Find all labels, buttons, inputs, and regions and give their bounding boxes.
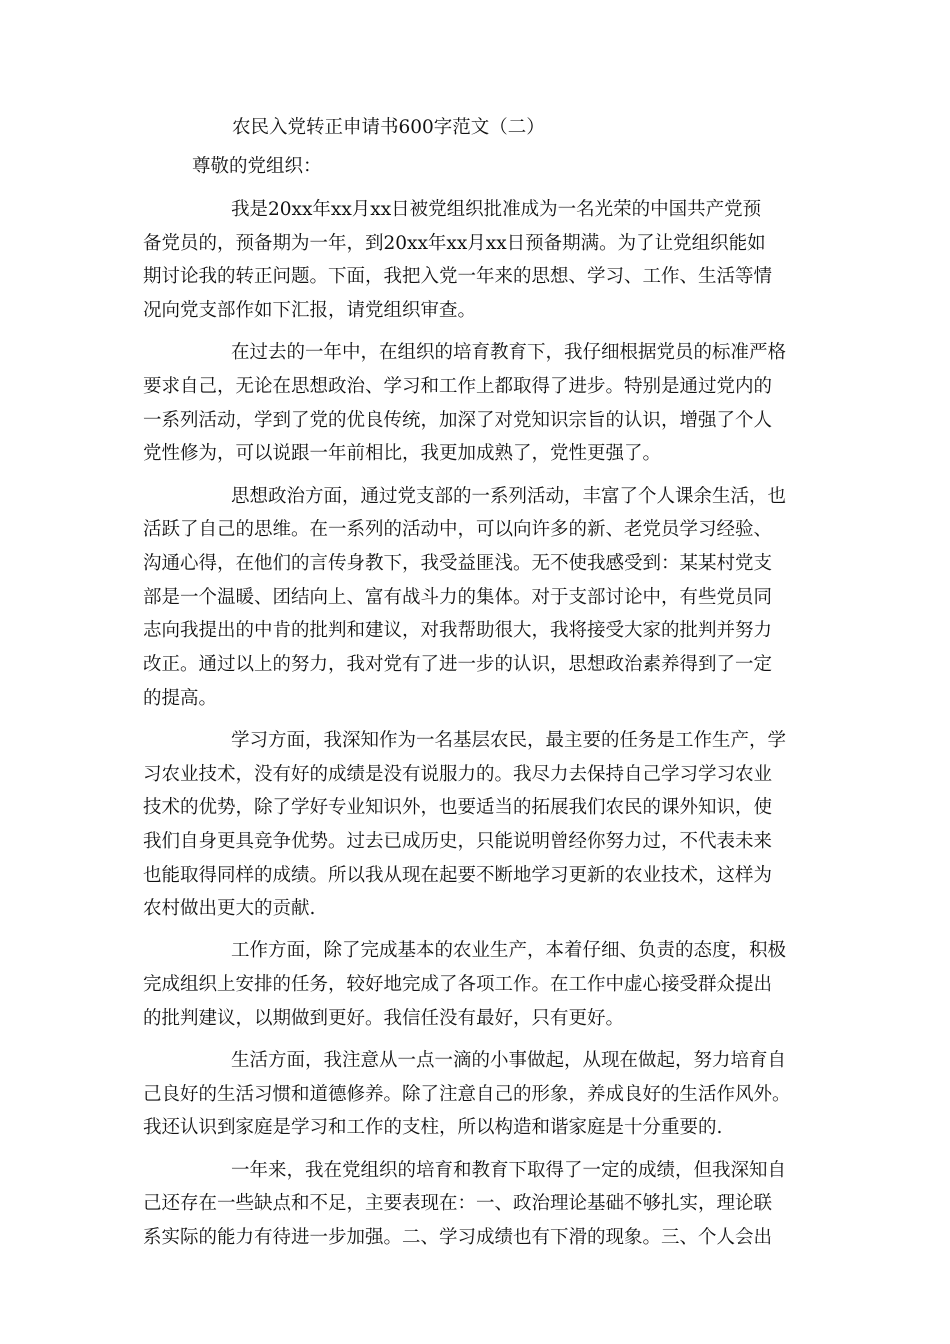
text-line: 学习方面，我深知作为一名基层农民，最主要的任务是工作生产，学 — [231, 729, 787, 751]
text-line: 我是20xx年xx月xx日被党组织批准成为一名光荣的中国共产党预 — [231, 199, 762, 220]
text-line: 改正。通过以上的努力，我对党有了进一步的认识，思想政治素养得到了一定 — [143, 653, 773, 675]
text-line: 的批判建议，以期做到更好。我信任没有最好，只有更好。 — [143, 1007, 625, 1029]
paragraph — [143, 934, 808, 1035]
text-line: 系实际的能力有待进一步加强。二、学习成绩也有下滑的现象。三、个人会出 — [143, 1226, 773, 1248]
text-line: 况向党支部作如下汇报，请党组织审查。 — [143, 300, 477, 322]
text-line: 我还认识到家庭是学习和工作的支柱，所以构造和谐家庭是十分重要的. — [143, 1117, 723, 1139]
text-line: 我们自身更具竞争优势。过去已成历史，只能说明曾经你努力过，不代表未来 — [143, 830, 773, 852]
paragraph — [143, 724, 808, 926]
text-line: 备党员的，预备期为一年，到20xx年xx月xx日预备期满。为了让党组织能如 — [143, 232, 766, 254]
text-line: 工作方面，除了完成基本的农业生产，本着仔细、负责的态度，积极 — [231, 940, 787, 962]
paragraph — [143, 1154, 808, 1255]
salutation: 尊敬的党组织： — [192, 156, 322, 177]
paragraph — [143, 480, 808, 716]
text-line: 己还存在一些缺点和不足，主要表现在：一、政治理论基础不够扎实，理论联 — [143, 1193, 773, 1215]
paragraph — [143, 193, 808, 328]
text-line: 期讨论我的转正问题。下面，我把入党一年来的思想、学习、工作、生活等情 — [143, 266, 773, 288]
text-line: 党性修为，可以说跟一年前相比，我更加成熟了，党性更强了。 — [143, 443, 662, 465]
text-line: 己良好的生活习惯和道德修养。除了注意自己的形象，养成良好的生活作风外。 — [143, 1083, 791, 1105]
text-line: 一系列活动，学到了党的优良传统，加深了对党知识宗旨的认识，增强了个人 — [143, 409, 773, 431]
text-line: 技术的优势，除了学好专业知识外，也要适当的拓展我们农民的课外知识，使 — [143, 797, 773, 819]
text-line: 也能取得同样的成绩。所以我从现在起要不断地学习更新的农业技术，这样为 — [143, 864, 773, 886]
text-line: 在过去的一年中，在组织的培育教育下，我仔细根据党员的标准严格 — [231, 342, 787, 364]
text-line: 要求自己，无论在思想政治、学习和工作上都取得了进步。特别是通过党内的 — [143, 375, 773, 397]
text-line: 的提高。 — [143, 687, 218, 709]
paragraph — [143, 1044, 808, 1145]
text-line: 活跃了自己的思维。在一系列的活动中，可以向许多的新、老党员学习经验、 — [143, 519, 773, 541]
paragraph — [143, 336, 808, 471]
text-line: 部是一个温暖、团结向上、富有战斗力的集体。对于支部讨论中，有些党员同 — [143, 586, 773, 608]
text-line: 一年来，我在党组织的培育和教育下取得了一定的成绩，但我深知自 — [231, 1159, 787, 1181]
text-line: 生活方面，我注意从一点一滴的小事做起，从现在做起，努力培育自 — [231, 1050, 787, 1071]
text-line: 农村做出更大的贡献. — [143, 898, 316, 920]
text-line: 志向我提出的中肯的批判和建议，对我帮助很大，我将接受大家的批判并努力 — [143, 620, 773, 642]
document-title: 农民入党转正申请书600字范文（二） — [232, 117, 545, 138]
text-line: 习农业技术，没有好的成绩是没有说服力的。我尽力去保持自己学习学习农业 — [143, 763, 773, 785]
text-line: 思想政治方面，通过党支部的一系列活动，丰富了个人课余生活，也 — [231, 485, 787, 507]
text-line: 完成组织上安排的任务，较好地完成了各项工作。在工作中虚心接受群众提出 — [143, 974, 773, 996]
text-line: 沟通心得，在他们的言传身教下，我受益匪浅。无不使我感受到：某某村党支 — [143, 552, 773, 574]
document-body — [143, 193, 808, 1263]
